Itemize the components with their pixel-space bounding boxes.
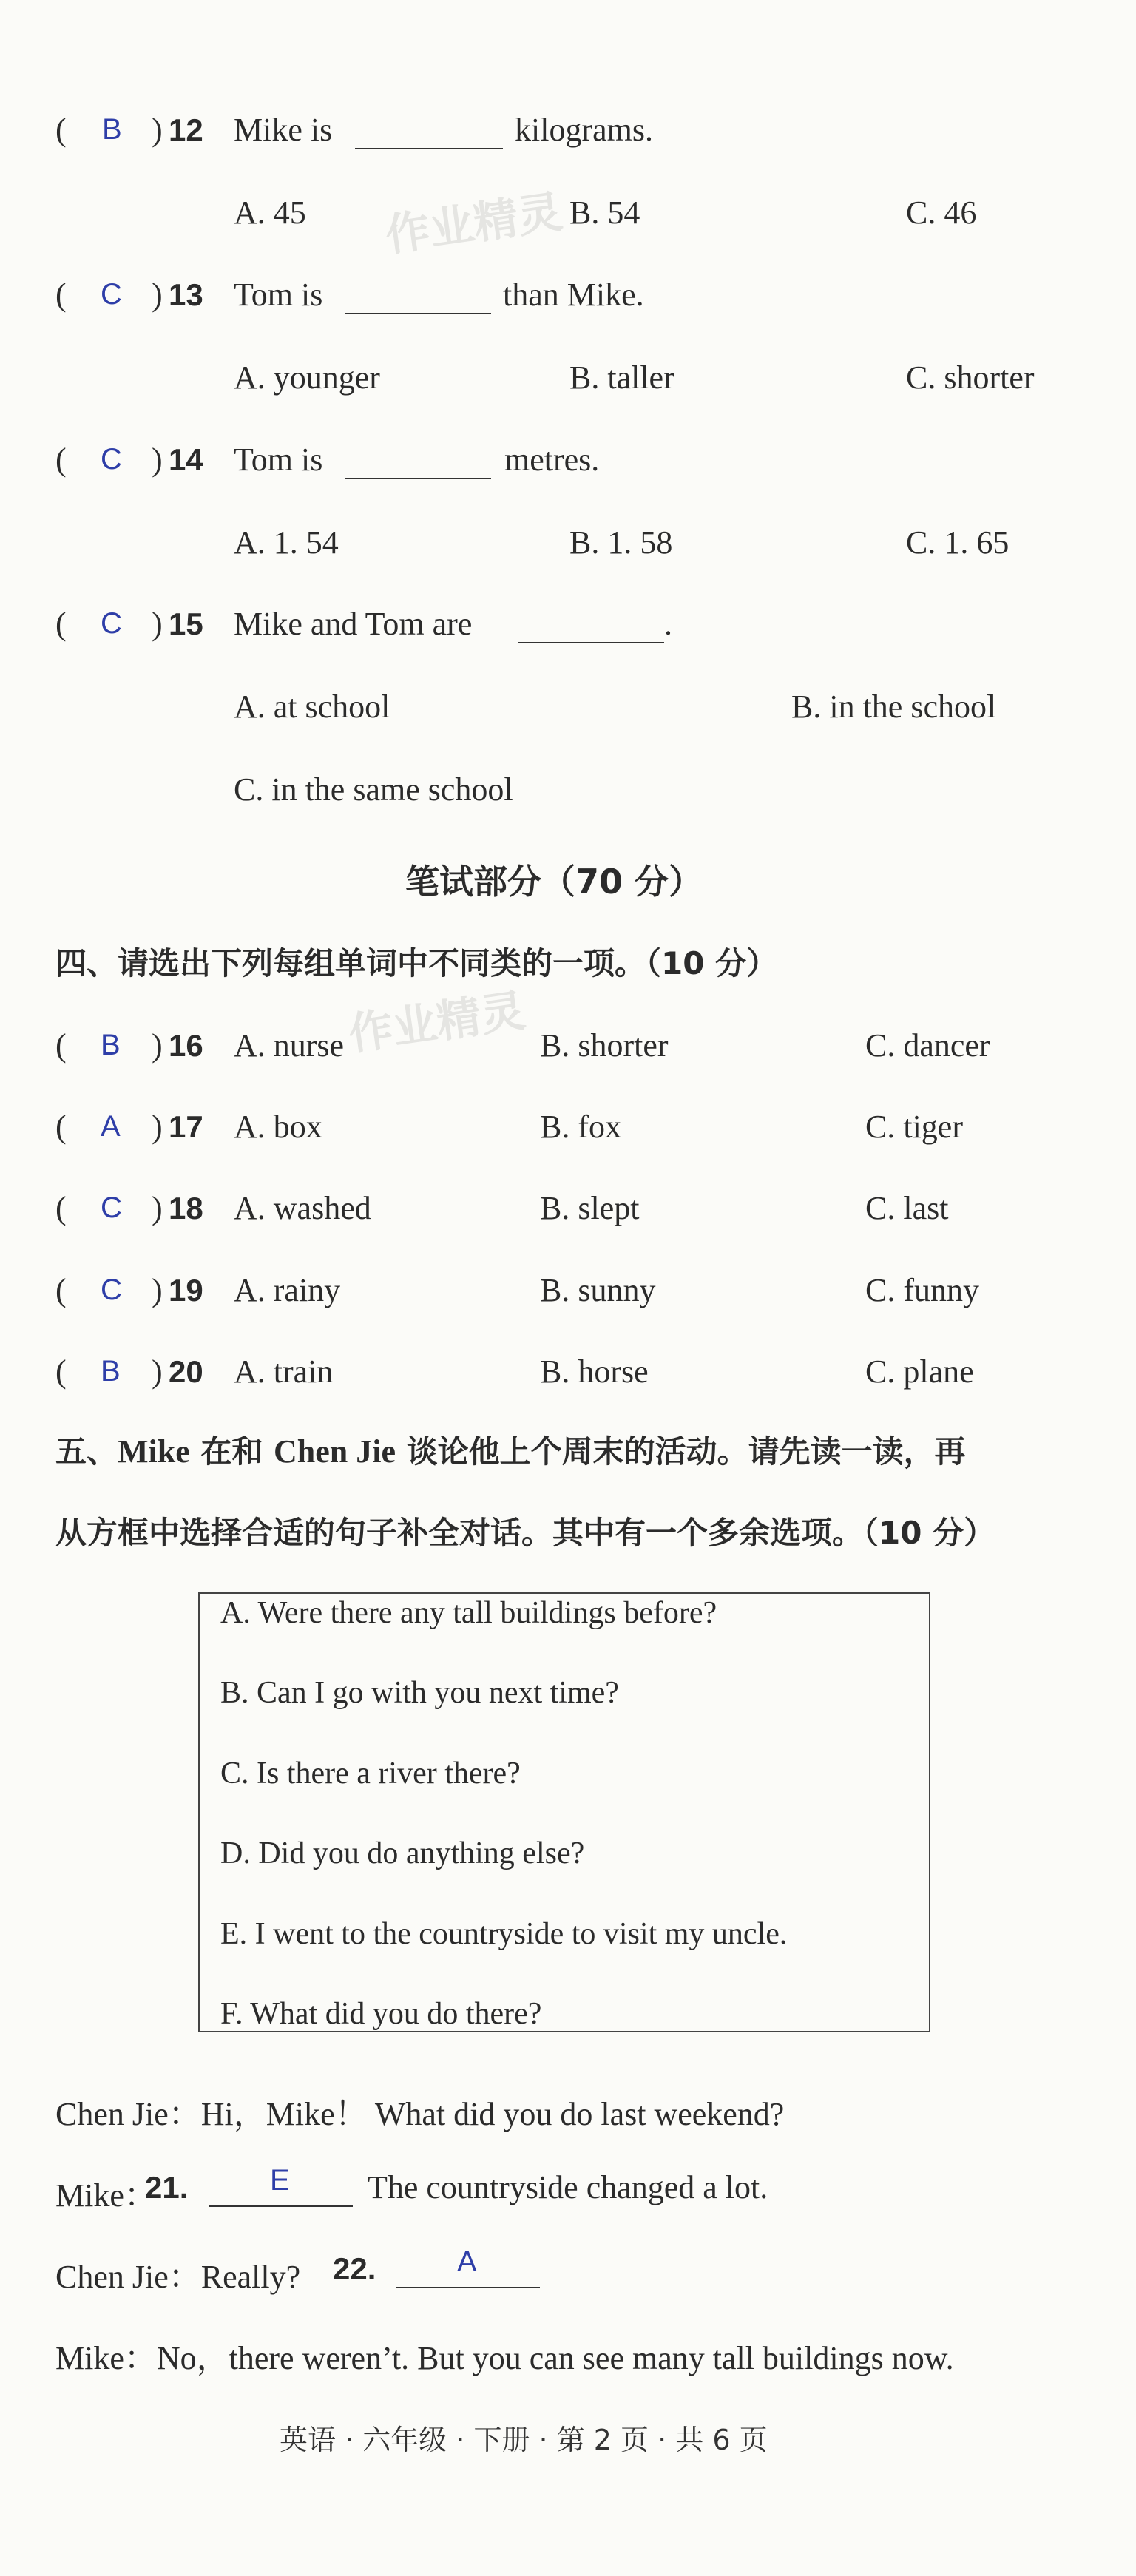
- option-c: C. dancer: [865, 1027, 990, 1064]
- question-stem-end: metres.: [504, 442, 600, 478]
- option-a: A. washed: [234, 1190, 371, 1226]
- section5-title-line2: 从方框中选择合适的句子补全对话。其中有一个多余选项。（10 分）: [55, 1515, 995, 1551]
- question-number: 17: [169, 1109, 203, 1144]
- answer-20: B: [101, 1355, 121, 1387]
- question-stem: Mike and Tom are: [234, 606, 473, 642]
- section-title-written: 笔试部分（70 分）: [405, 862, 703, 902]
- option-a: A. train: [234, 1353, 334, 1390]
- question-number: 22.: [333, 2251, 376, 2286]
- question-number: 13: [169, 277, 203, 312]
- option-a: A. rainy: [234, 1272, 341, 1308]
- dialogue-speaker: Mike：: [55, 2177, 157, 2214]
- answer-15: C: [101, 607, 122, 640]
- option-b: B. sunny: [540, 1272, 656, 1308]
- question-stem-end: than Mike.: [503, 277, 644, 313]
- question-number: 16: [169, 1028, 203, 1063]
- option-b: B. in the school: [791, 689, 996, 725]
- answer-19: C: [101, 1274, 122, 1306]
- box-option-d: D. Did you do anything else?: [220, 1836, 585, 1870]
- question-stem-end: kilograms.: [515, 112, 653, 148]
- question-stem: Tom is: [234, 277, 323, 313]
- option-a: A. nurse: [234, 1027, 345, 1064]
- option-c: C. plane: [865, 1353, 974, 1390]
- option-a: A. box: [234, 1109, 322, 1145]
- page-footer: 英语 · 六年级 · 下册 · 第 2 页 · 共 6 页: [280, 2424, 768, 2456]
- dialogue-line-4: Mike：No，there weren’t. But you can see many tall buildings now.: [55, 2340, 954, 2376]
- question-stem: Tom is: [234, 442, 323, 478]
- answer-17: A: [101, 1110, 121, 1143]
- answer-18: C: [101, 1191, 122, 1224]
- option-b: B. shorter: [540, 1027, 669, 1064]
- watermark: 作业精灵: [382, 186, 566, 263]
- watermark: 作业精灵: [345, 984, 529, 1061]
- option-a: A. at school: [234, 689, 390, 725]
- dialogue-speaker: Chen Jie：Really?: [55, 2259, 301, 2295]
- option-b: B. 54: [569, 195, 640, 231]
- option-b: B. fox: [540, 1109, 621, 1145]
- option-b: B. horse: [540, 1353, 649, 1390]
- question-stem: Mike is: [234, 112, 333, 148]
- answer-blank: [345, 313, 491, 314]
- answer-16: B: [101, 1029, 121, 1061]
- dialogue-text: The countryside changed a lot.: [368, 2169, 768, 2205]
- option-b: B. 1. 58: [569, 524, 673, 561]
- box-option-a: A. Were there any tall buildings before?: [220, 1596, 717, 1630]
- option-b: B. slept: [540, 1190, 640, 1226]
- answer-blank: [345, 478, 491, 479]
- question-number: 12: [169, 112, 203, 147]
- box-option-e: E. I went to the countryside to visit my uncle.: [220, 1917, 788, 1951]
- option-a: A. 45: [234, 195, 306, 231]
- options-box: [198, 1592, 930, 2032]
- answer-blank: [355, 148, 503, 149]
- option-a: A. 1. 54: [234, 524, 339, 561]
- question-15: (: [55, 606, 67, 642]
- option-b: B. taller: [569, 359, 674, 396]
- answer-21: E: [270, 2164, 290, 2197]
- question-number: 15: [169, 606, 203, 641]
- option-c: C. 1. 65: [906, 524, 1010, 561]
- option-c: C. in the same school: [234, 771, 513, 808]
- answer-22: A: [457, 2245, 477, 2278]
- answer-blank: [209, 2205, 353, 2207]
- question-number: 20: [169, 1354, 203, 1389]
- answer-12: B: [102, 113, 122, 146]
- option-c: C. shorter: [906, 359, 1035, 396]
- answer-blank: [396, 2287, 540, 2288]
- box-option-b: B. Can I go with you next time?: [220, 1676, 619, 1710]
- option-c: C. tiger: [865, 1109, 963, 1145]
- option-c: C. 46: [906, 195, 977, 231]
- answer-blank: [518, 642, 664, 643]
- question-number: 14: [169, 442, 203, 477]
- box-option-c: C. Is there a river there?: [220, 1757, 521, 1791]
- box-option-f: F. What did you do there?: [220, 1997, 542, 2031]
- question-number: 21.: [145, 2170, 189, 2205]
- question-stem-end: .: [664, 606, 672, 642]
- question-number: 19: [169, 1273, 203, 1308]
- option-c: C. funny: [865, 1272, 979, 1308]
- answer-13: C: [101, 278, 122, 311]
- question-13: (: [55, 277, 67, 313]
- question-12: (: [55, 112, 67, 148]
- option-c: C. last: [865, 1190, 949, 1226]
- question-14: (: [55, 442, 67, 478]
- answer-14: C: [101, 443, 122, 476]
- section4-title: 四、请选出下列每组单词中不同类的一项。（10 分）: [55, 945, 778, 981]
- question-number: 18: [169, 1191, 203, 1226]
- section5-title-line1: 五、Mike 在和 Chen Jie 谈论他上个周末的活动。请先读一读，再: [55, 1433, 966, 1470]
- dialogue-line-1: Chen Jie：Hi，Mike！ What did you do last weekend?: [55, 2096, 785, 2132]
- option-a: A. younger: [234, 359, 380, 396]
